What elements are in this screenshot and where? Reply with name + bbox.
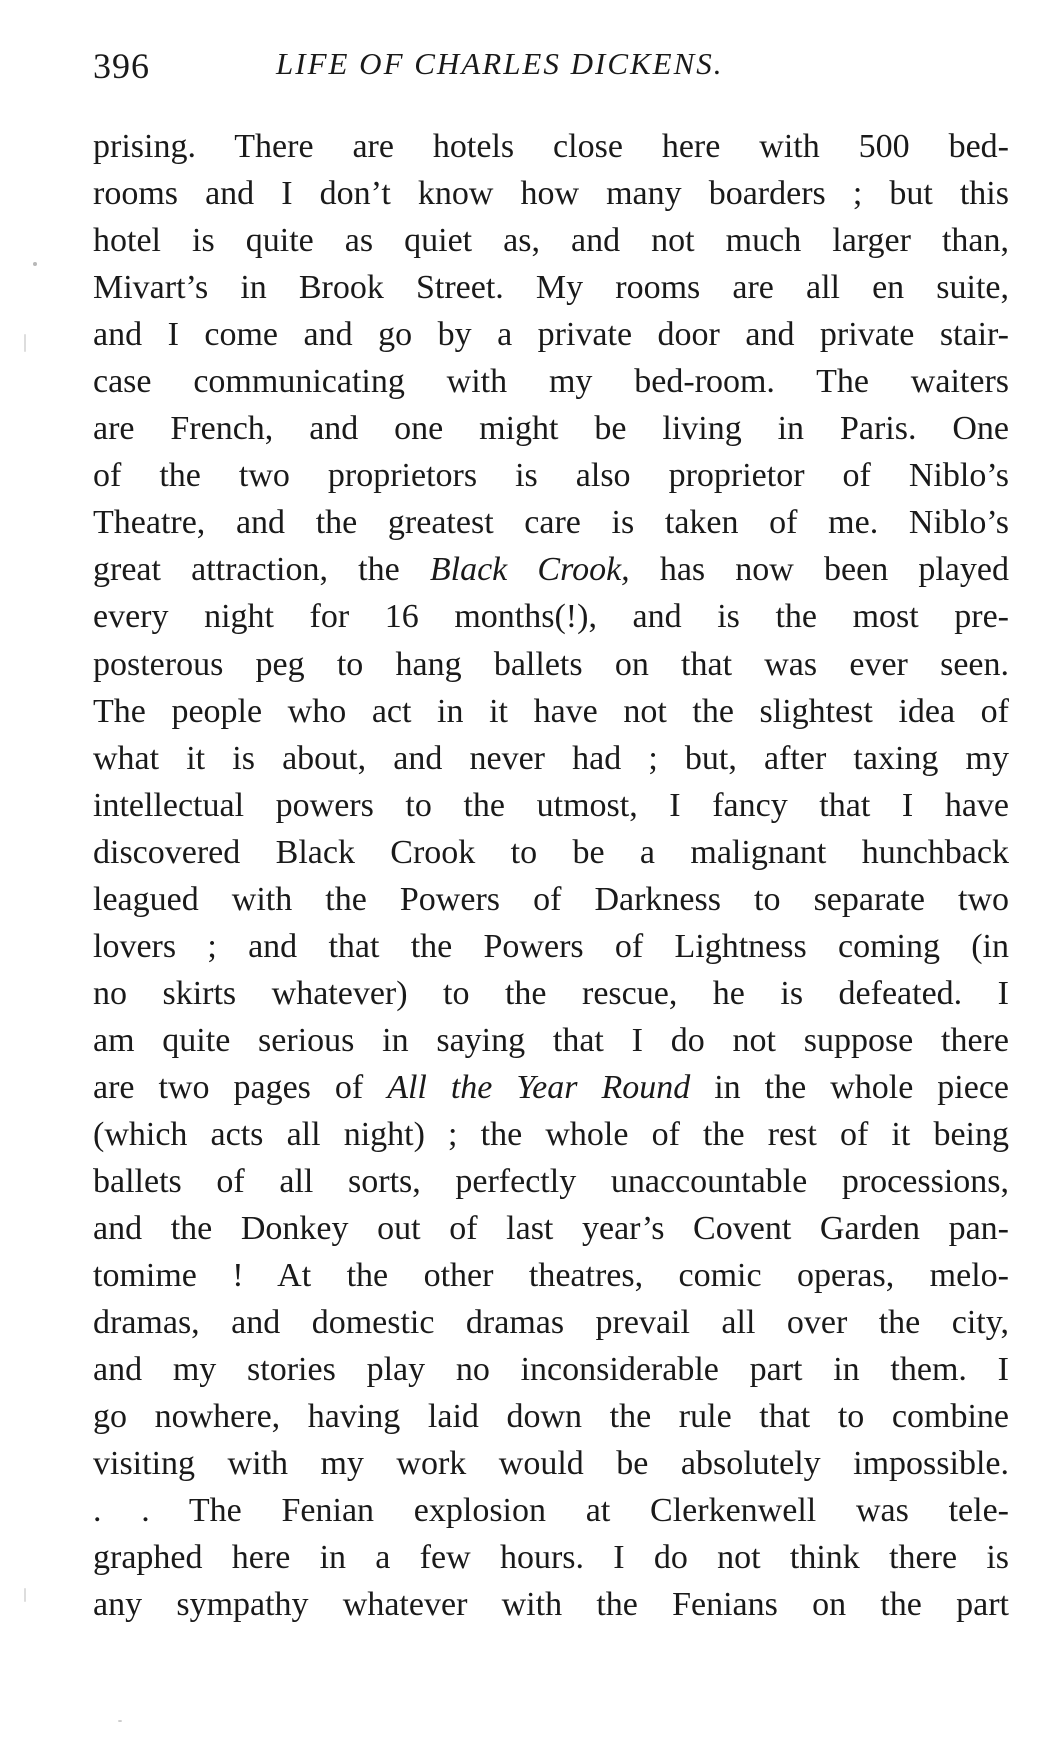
text-line — [93, 1393, 1009, 1440]
text-line — [93, 217, 1009, 264]
text-segment: am quite serious in saying that I do not suppose there — [93, 1021, 1009, 1059]
margin-speck — [118, 1720, 122, 1722]
text-line — [93, 1581, 1009, 1628]
text-segment: any sympathy whatever with the Fenians on the part — [93, 1586, 1009, 1624]
text-line — [93, 1440, 1009, 1487]
text-line — [93, 452, 1009, 499]
text-segment: and my stories play no inconsiderable part in them. I — [93, 1351, 1009, 1389]
text-segment: intellectual powers to the utmost, I fancy that I have — [93, 786, 1009, 824]
margin-speck — [24, 334, 26, 352]
text-line — [93, 264, 1009, 311]
text-line — [93, 782, 1009, 829]
margin-speck — [33, 262, 37, 266]
text-line — [93, 405, 1009, 452]
page-header — [93, 36, 1009, 92]
text-line — [93, 923, 1009, 970]
text-line — [93, 1252, 1009, 1299]
text-segment: graphed here in a few hours. I do not think there is — [93, 1539, 1009, 1577]
text-line — [93, 170, 1009, 217]
text-line — [93, 358, 1009, 405]
text-line — [93, 123, 1009, 170]
text-line — [93, 1205, 1009, 1252]
text-line — [93, 1487, 1009, 1534]
text-segment: leagued with the Powers of Darkness to separate two — [93, 880, 1009, 918]
text-segment: has now been played — [629, 551, 1009, 589]
text-segment: great attraction, the — [93, 551, 430, 589]
text-segment: visiting with my work would be absolutely impossible. — [93, 1445, 1009, 1483]
text-segment: Mivart’s in Brook Street. My rooms are all en suite, — [93, 269, 1009, 307]
text-segment: lovers ; and that the Powers of Lightness coming (in — [93, 927, 1009, 965]
text-segment: prising. There are hotels close here with 500 bed- — [93, 128, 1009, 165]
text-line — [93, 735, 1009, 782]
text-segment: ballets of all sorts, perfectly unaccountable processions, — [93, 1163, 1009, 1201]
text-line — [93, 876, 1009, 923]
body-text — [93, 123, 1009, 1629]
text-line — [93, 641, 1009, 688]
text-line — [93, 829, 1009, 876]
text-line — [93, 499, 1009, 546]
text-line — [93, 970, 1009, 1017]
text-segment: and the Donkey out of last year’s Covent Garden pan- — [93, 1210, 1009, 1248]
text-line — [93, 1064, 1009, 1111]
text-line — [93, 311, 1009, 358]
text-segment: tomime ! At the other theatres, comic operas, melo- — [93, 1257, 1009, 1295]
text-segment: and I come and go by a private door and private stair- — [93, 316, 1009, 354]
italic-title: All the Year Round — [387, 1068, 691, 1106]
text-segment: The people who act in it have not the slightest idea of — [93, 692, 1009, 730]
margin-speck — [24, 1588, 26, 1602]
text-segment: dramas, and domestic dramas prevail all over the city, — [93, 1304, 1009, 1342]
text-segment: posterous peg to hang ballets on that was ever seen. — [93, 645, 1009, 683]
text-line — [93, 1534, 1009, 1581]
running-head: LIFE OF CHARLES DICKENS. — [276, 46, 724, 81]
text-line — [93, 1158, 1009, 1205]
text-segment: are two pages of — [93, 1068, 388, 1106]
text-segment: what it is about, and never had ; but, after taxing my — [93, 739, 1009, 777]
text-segment: are French, and one might be living in Paris. One — [93, 410, 1009, 448]
text-line — [93, 1346, 1009, 1393]
text-segment: no skirts whatever) to the rescue, he is defeated. I — [93, 974, 1009, 1012]
text-segment: hotel is quite as quiet as, and not much larger than, — [93, 222, 1009, 260]
text-segment: discovered Black Crook to be a malignant hunchback — [93, 833, 1009, 871]
text-segment: of the two proprietors is also proprietor of Niblo’s — [93, 457, 1009, 495]
text-segment: go nowhere, having laid down the rule that to combine — [93, 1398, 1009, 1436]
text-segment: in the whole piece — [690, 1068, 1009, 1106]
text-line — [93, 1017, 1009, 1064]
page-number: 396 — [93, 46, 150, 86]
text-line — [93, 1299, 1009, 1346]
text-line — [93, 688, 1009, 735]
italic-title: Black Crook, — [429, 551, 630, 589]
text-segment: . . The Fenian explosion at Clerkenwell was tele- — [93, 1492, 1009, 1530]
text-line — [93, 593, 1009, 640]
text-line — [93, 1111, 1009, 1158]
text-segment: Theatre, and the greatest care is taken of me. Niblo’s — [93, 504, 1009, 542]
text-segment: case communicating with my bed-room. The waiters — [93, 363, 1009, 401]
text-segment: rooms and I don’t know how many boarders ; but this — [93, 175, 1009, 213]
text-segment: every night for 16 months(!), and is the most pre- — [93, 598, 1009, 636]
text-segment: (which acts all night) ; the whole of the rest of it being — [93, 1115, 1009, 1153]
text-line — [93, 546, 1009, 593]
